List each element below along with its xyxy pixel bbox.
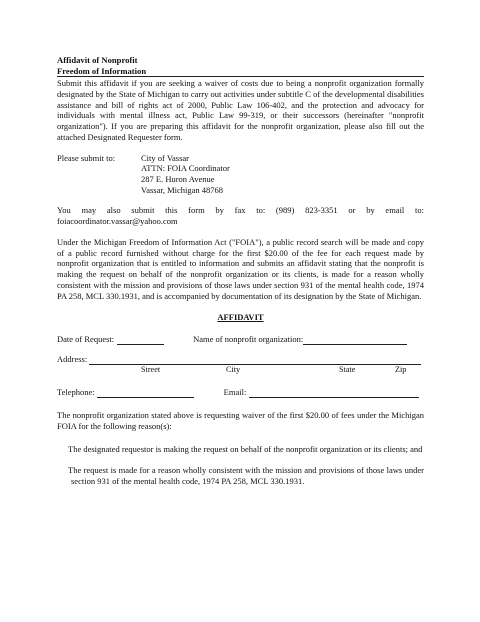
state-sublabel: State bbox=[339, 364, 356, 374]
document-title-line1: Affidavit of Nonprofit bbox=[57, 55, 138, 65]
address-row bbox=[57, 354, 424, 365]
reasons-intro: The nonprofit organization stated above is requesting waiver of the first $20.00 of fees under the Michigan FOIA for the following reason(s): bbox=[57, 409, 424, 431]
submit-label: Please submit to: bbox=[57, 152, 116, 163]
street-sublabel: Street bbox=[141, 364, 161, 374]
affidavit-heading: AFFIDAVIT bbox=[217, 311, 264, 322]
telephone-email-row bbox=[57, 387, 424, 398]
document-title-line2: Freedom of Information bbox=[57, 66, 424, 78]
address-field[interactable] bbox=[89, 355, 421, 365]
fax-email-paragraph: You may also submit this form by fax to: (989) 823-3351 or by email to: foiacoordinator.vassar@yahoo.com bbox=[57, 205, 424, 226]
telephone-label: Telephone: bbox=[57, 386, 95, 397]
city-sublabel: City bbox=[226, 364, 241, 374]
org-label: Name of nonprofit organization: bbox=[193, 334, 304, 345]
foia-paragraph: Under the Michigan Freedom of Information Act ("FOIA"), a public record search will be made and copy of a public record furnished without charge for the first $20.00 of the fee for each request made by nonprofit organization that is entitled to information and submits an affidavit stating that the nonprofit is making the request on behalf of the nonprofit organization or its clients, is made for a reason wholly consistent with the mission and provisions of those laws under section 931 of the mental health code, 1974 PA 258, MCL 330.1931, and is accompanied by documentation of its designation by the State of Michigan. bbox=[57, 236, 424, 301]
zip-sublabel: Zip bbox=[395, 364, 407, 374]
telephone-field[interactable] bbox=[97, 388, 194, 398]
mailing-address bbox=[141, 153, 230, 195]
submit-address-block bbox=[57, 153, 424, 195]
affidavit-document bbox=[57, 55, 424, 487]
org-name-field[interactable] bbox=[303, 335, 407, 345]
reason-item: The request is made for a reason wholly consistent with the mission and provisions of those laws under section 931 of the mental health code, 1974 PA 258, MCL 330.1931. bbox=[68, 465, 424, 486]
address-sublabels bbox=[57, 365, 424, 376]
email-label: Email: bbox=[223, 386, 247, 397]
address-line: City of Vassar bbox=[141, 152, 190, 163]
address-line: ATTN: FOIA Coordinator bbox=[141, 163, 230, 174]
intro-paragraph: Submit this affidavit if you are seeking a waiver of costs due to being a nonprofit organization formally designated by the State of Michigan to carry out activities under subtitle C of the developmental disabilities assistance and bill of rights act of 2000, Public Law 106-402, and the protection and advocacy for individuals with mental illness act, Public Law 99-319, or their successors (hereinafter "nonprofit organization"). If you are preparing this affidavit for the nonprofit organization, please also fill out the attached Designated Requester form. bbox=[57, 78, 424, 142]
address-line: 287 E. Huron Avenue bbox=[141, 173, 215, 184]
address-label: Address: bbox=[57, 354, 88, 365]
reason-item: The designated requestor is making the request on behalf of the nonprofit organization or its clients; and bbox=[68, 444, 423, 455]
date-field[interactable] bbox=[117, 335, 164, 345]
date-org-row bbox=[57, 334, 424, 345]
address-line: Vassar, Michigan 48768 bbox=[141, 184, 224, 195]
date-label: Date of Request: bbox=[57, 334, 115, 345]
email-field[interactable] bbox=[249, 388, 419, 398]
